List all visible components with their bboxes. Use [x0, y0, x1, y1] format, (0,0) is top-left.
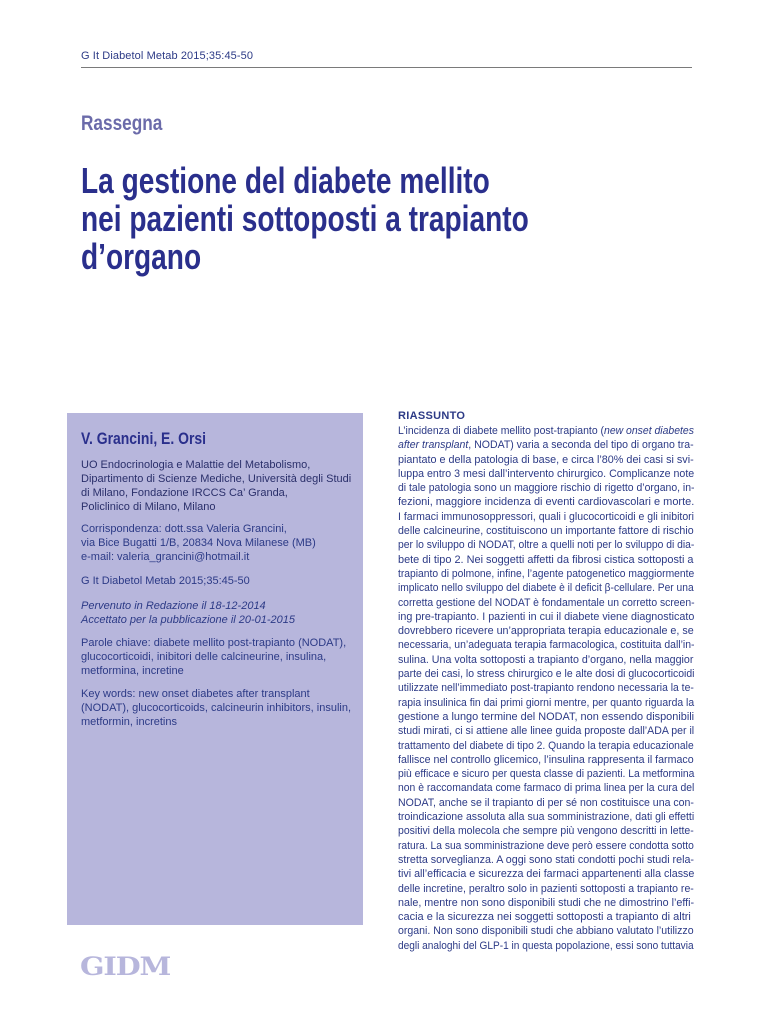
abstract-body	[398, 424, 694, 953]
title-line: nei pazienti sottoposti a trapianto	[81, 198, 529, 239]
correspondence-email[interactable]: e-mail: valeria_grancini@hotmail.it	[81, 551, 250, 563]
affiliation-line: Policlinico di Milano, Milano	[81, 501, 216, 513]
keywords-line: metformin, incretins	[81, 716, 177, 728]
abstract-line: stretta sorveglianza. A oggi sono stati condotti pochi studi rela-	[398, 853, 695, 866]
abstract-line: dovrebbero ricevere un’appropriata terapia educazionale e, se	[398, 625, 694, 638]
journal-reference: G It Diabetol Metab 2015;35:45-50	[81, 50, 254, 62]
abstract-heading: RIASSUNTO	[398, 410, 466, 422]
abstract-line: fezioni, maggiore incidenza di eventi cardiovascolari e morte.	[398, 496, 695, 509]
abstract-line: ratura. La sua somministrazione deve però essere condotta sotto	[398, 839, 694, 852]
abstract-line: gestione a lungo termine del NODAT, non essendo disponibili	[398, 710, 695, 723]
correspondence-line: via Bice Bugatti 1/B, 20834 Nova Milanese (MB)	[81, 537, 316, 549]
abstract-line: parte dei casi, lo stress chirurgico e le alte dosi di glucocorticoidi	[398, 668, 695, 681]
header-divider	[81, 67, 692, 68]
date-line: Accettato per la pubblicazione il 20-01-2015	[81, 614, 296, 626]
abstract-line: sulina. Una volta sottoposti a trapianto d’organo, nella maggior	[398, 653, 694, 666]
keywords-line: Parole chiave: diabete mellito post-trapianto (NODAT),	[81, 637, 347, 649]
affiliation-line: UO Endocrinologia e Malattie del Metabolismo,	[81, 459, 311, 471]
abstract-line: trapianto di polmone, infine, l’agente patogenetico maggiormente	[398, 567, 695, 580]
affiliation-line: di Milano, Fondazione IRCCS Ca’ Granda,	[81, 487, 288, 499]
abstract-line: delle calcineurine, costituiscono un importante fattore di rischio	[398, 525, 694, 538]
date-line: Pervenuto in Redazione il 18-12-2014	[81, 600, 266, 612]
abstract-line: bete di tipo 2. Nei soggetti affetti da fibrosi cistica sottoposti a	[398, 553, 694, 566]
article-title	[81, 162, 643, 276]
abstract-line: piantato e della patologia di base, e circa l’80% dei casi si svi-	[398, 453, 694, 466]
citation: G It Diabetol Metab 2015;35:45-50	[81, 575, 250, 587]
abstract-line: after transplant, NODAT) varia a seconda del tipo di organo tra-	[398, 439, 694, 452]
abstract-line: positivi della molecola che sempre più vengono descritti in lette-	[398, 825, 694, 838]
abstract-line: corretta gestione del NODAT è fondamentale un corretto screen-	[398, 596, 695, 609]
keywords-italian	[81, 636, 353, 678]
abstract-line: tivi all’efficacia e sicurezza dei farmaci appartenenti alla classe	[398, 868, 695, 881]
abstract-line: delle incretine, peraltro solo in pazienti sottoposti a trapianto re-	[398, 882, 694, 895]
abstract-line: non è raccomandata come farmaco di prima linea per la cura del	[398, 782, 695, 795]
keywords-line: metformina, incretine	[81, 665, 184, 677]
title-line: d’organo	[81, 236, 202, 277]
abstract-line: troindicazione assoluta alla sua somministrazione, dati gli effetti	[398, 811, 695, 824]
keywords-line: Key words: new onset diabetes after transplant	[81, 688, 310, 700]
abstract-line: NODAT, anche se il trapianto di per sé non costituisce una con-	[398, 796, 694, 809]
correspondence	[81, 522, 353, 564]
abstract-line: più efficace e sicuro per questa classe di pazienti. La metformina	[398, 768, 695, 781]
abstract-line: di tale patologia sono un maggiore rischio di rigetto d’organo, in-	[398, 482, 695, 495]
keywords-english	[81, 687, 353, 729]
abstract-line: rapia insulinica fin dai primi giorni mentre, per quanto riguarda la	[398, 696, 695, 709]
abstract-line: studi mirati, ci si attiene alle linee guida proposte dall’ADA per il	[398, 725, 695, 738]
abstract-line: degli analoghi del GLP-1 in questa popolazione, essi sono tuttavia	[398, 939, 694, 952]
abstract	[398, 410, 694, 953]
abstract-line: nale, mentre non sono disponibili studi che ne dimostrino l’effi-	[398, 896, 695, 909]
article-info-sidebar	[67, 413, 363, 925]
affiliation-line: Dipartimento di Scienze Mediche, Università degli Studi	[81, 473, 352, 485]
keywords-line: (NODAT), glucocorticoids, calcineurin inhibitors, insulin,	[81, 702, 352, 714]
gidm-logo: GIDM	[80, 952, 171, 981]
abstract-line: fallisce nel controllo glicemico, l’insulina rappresenta il farmaco	[398, 753, 694, 766]
authors: V. Grancini, E. Orsi	[81, 429, 206, 448]
abstract-line: necessaria, un’adeguata terapia farmacologica, costituita dall’in-	[398, 639, 695, 652]
submission-dates	[81, 599, 353, 627]
affiliation	[81, 458, 353, 514]
abstract-line: L’incidenza di diabete mellito post-trapianto (new onset diabetes	[398, 425, 694, 437]
abstract-line: luppa entro 3 mesi dall’intervento chirurgico. Complicanze note	[398, 467, 695, 480]
title-line: La gestione del diabete mellito	[81, 160, 490, 201]
abstract-line: trattamento del diabete di tipo 2. Quando la terapia educazionale	[398, 739, 694, 752]
abstract-line: implicato nello sviluppo del diabete è il deficit β-cellulare. Per una	[398, 582, 694, 595]
abstract-line: cacia e la sicurezza nei soggetti sottoposti a trapianto di altri	[398, 911, 691, 924]
abstract-line: utilizzate nell’immediato post-trapianto rendono necessaria la te-	[398, 682, 694, 695]
abstract-line: ing pre-trapianto. I pazienti in cui il diabete viene diagnosticato	[398, 610, 695, 623]
abstract-line: organi. Non sono disponibili studi che abbiano valutato l’utilizzo	[398, 925, 694, 938]
section-label: Rassegna	[81, 112, 163, 135]
abstract-line: per lo sviluppo di NODAT, oltre a quelli noti per lo sviluppo di dia-	[398, 539, 695, 552]
keywords-line: glucocorticoidi, inibitori delle calcineurine, insulina,	[81, 651, 327, 663]
abstract-line: I farmaci immunosoppressori, quali i glucocorticoidi e gli inibitori	[398, 510, 695, 523]
correspondence-line: Corrispondenza: dott.ssa Valeria Grancini,	[81, 523, 287, 535]
